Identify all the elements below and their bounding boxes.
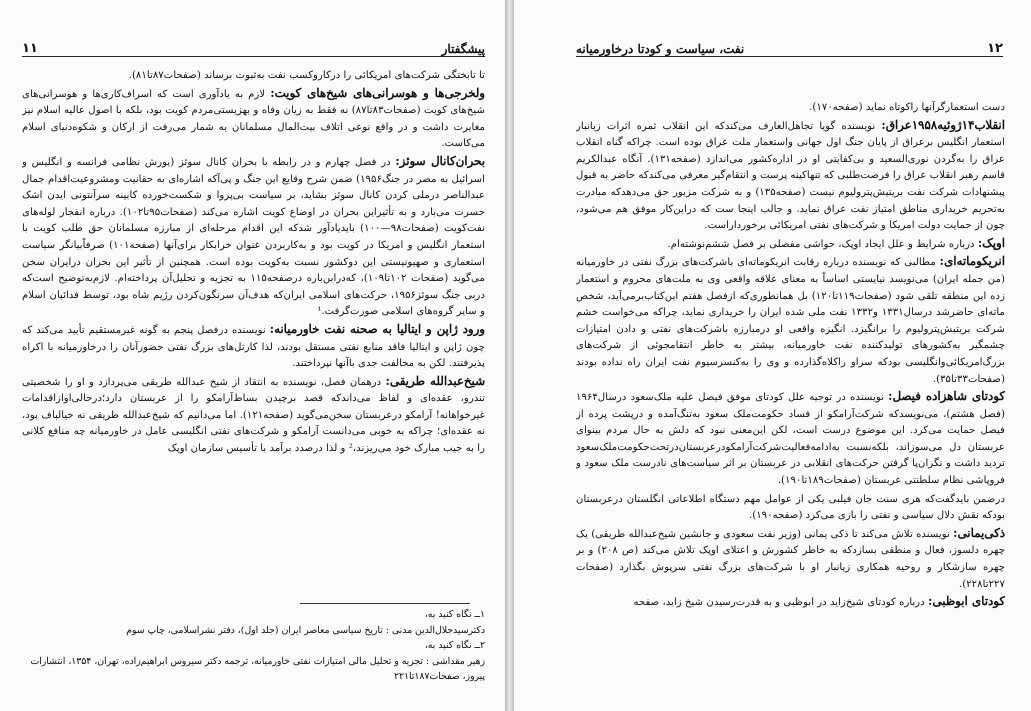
left-paragraph-4-text: نویسنده درفصل پنجم به گونه غیرمستقیم تأیید می‌کند که چون ژاپن و ایتالیا فاقد منابع نفتی مستقل بودند، لذا کارتل‌های بزرگ نفتی حضورآنان را درخاورمیانه با اکراه پذیرفتند. لکن به مخالفت جدی باآنها نپرداختند. xyxy=(22,324,485,370)
right-paragraph-3-text: درباره شرایط و علل ایجاد اوپک، حواشی مفصلی بر فصل ششم‌نوشته‌ام. xyxy=(667,238,978,250)
left-page xyxy=(0,0,505,711)
right-page-body xyxy=(576,98,1005,710)
left-paragraph-3 xyxy=(22,153,485,321)
right-paragraph-3 xyxy=(576,235,1005,254)
right-paragraph-2-heading: انقلاب۱۴ژوئیه۱۹۵۸عراق: xyxy=(881,117,1005,132)
right-page xyxy=(514,0,1031,711)
left-paragraph-5 xyxy=(22,373,485,458)
right-paragraph-1-text: دست استعمارگرآنها راکوتاه نماید (صفحه۱۷۰). xyxy=(809,102,1005,113)
right-paragraph-6-text: درضمن بایدگفت‌که هری سنت جان فیلبی یکی از عوامل مهم دستگاه اطلاعاتی انگلستان درعربستان بودکه نقش دلال سیاسی و نفتی را بازی می‌کرد (صفحه۱۹۰). xyxy=(576,493,1005,522)
right-paragraph-8-heading: کودتای ابوظبی: xyxy=(928,594,1005,609)
right-page-header-title: نفت، سیاست و کودتا درخاورمیانه xyxy=(576,42,745,56)
left-paragraph-5-text: درهمان فصل، نویسنده به انتقاد از شیخ عبدالله طریقی می‌پردازد و او را شخصیتی تندرو، عقده‌ای و لفاظ می‌داندکه قصد برچیدن بساط‌آرامکو را از عربستان دارد؛درحالی‌اوازاقدامات غیرخواهانه! آرامکو درعربستان سخن‌می‌گوید (صفحه۱۲۱). اما می‌دانیم که شیخ‌عبدالله طریقی نه خیالباف بود، نه عقده‌ای؛ چراکه به خوبی می‌دانست آرامکو و شرکت‌های نفتی انگلیسی عامل در خاورمیانه چه منافع کلانی را به جیب مبارک خود می‌ریزند،² و لذا درصدد برآمد با تأسیس سازمان اوپک xyxy=(22,376,485,455)
left-paragraph-2 xyxy=(22,85,485,153)
right-paragraph-1 xyxy=(576,98,1005,117)
right-paragraph-5-text: نویسنده در توجیه علل کودتای موفق فیصل علیه ملک‌سعود درسال۱۹۶۴ (فصل هشتم)، می‌نویسدکه شرکت‌آرامکو از فساد حکومت‌ملک سعود به‌تنگ‌آمده و درپشت پرده از فیصل حمایت می‌کرد. این موضوع درست است، لکن این‌معنی نبود که دلش به حال مردم بینوای عربستان دل می‌سوزاند، بلکه‌نسبت به‌ادامه‌فعالیت‌شرکت‌آرامکودرعربستان‌درتحت‌حکومت‌ملک‌سعود تردید داشت و نگران‌پا گرفتن حرکت‌های انقلابی در عربستان بر اثر سیاست‌های نادرست ملک سعود و فروپاشی نظام سلطنتی عربستان (صفحات۱۸۹تا۱۹۰). xyxy=(576,392,1005,487)
right-paragraph-6 xyxy=(576,490,1005,525)
left-paragraph-2-heading: ولخرجی‌ها و هوسرانی‌های شیخ‌های کویت: xyxy=(270,85,485,100)
left-paragraph-4 xyxy=(22,321,485,373)
left-paragraph-1-text: تا تابختگی شرکت‌های امریکائی را درکاروکسب نفت به‌ثبوت برساند (صفحات۸۷تا۸۱). xyxy=(128,70,485,81)
left-paragraph-3-heading: بحران‌کانال سوئز: xyxy=(395,153,485,168)
left-page-body xyxy=(22,66,485,602)
right-paragraph-7-heading: ذکی‌یمانی: xyxy=(953,525,1005,540)
left-paragraph-5-heading: شیخ‌عبدالله طریقی: xyxy=(385,373,485,388)
right-paragraph-7 xyxy=(576,525,1005,593)
footnote-1-ref: ۱ــ نگاه کنید به، xyxy=(424,609,485,620)
left-paragraph-1 xyxy=(22,66,485,85)
left-page-number: ۱۱ xyxy=(22,41,38,56)
right-paragraph-8-text: درباره کودتای شیخ‌زاید در ابوظبی و به قدرت‌رسیدن شیخ زاید، صفحه xyxy=(633,597,929,609)
footnote-2-text: زهیر مقداشی : تجزیه و تحلیل مالی امتیازات نفتی خاورمیانه، ترجمه دکتر سیروس ابراهیم‌زاده، تهران، ۱۳۵۴، انتشارات پیروز، صفحات۱۸۷تا۲۲۱ xyxy=(30,655,485,682)
left-page-header xyxy=(22,34,485,57)
left-page-header-title: پیشگفتار xyxy=(441,42,485,56)
footnote-2-ref: ۲ــ نگاه کنید به، xyxy=(424,640,485,651)
right-paragraph-8 xyxy=(576,593,1005,612)
right-page-header xyxy=(576,34,1003,57)
left-paragraph-4-heading: ورود ژاپن و ایتالیا به صحنه نفت خاورمیانه: xyxy=(269,321,485,336)
footnote-divider xyxy=(300,603,470,604)
left-paragraph-2-text: لازم به یادآوری است که اسراف‌کاری‌ها و هوسرانی‌های شیخ‌های کویت (صفحات۸۳تا۸۷) نه فقط به زیان وفاه و بهزیستی‌مردم کویت بود، بلکه با اصول عالیه اسلام نیز مغایرت داشت و در واقع نوعی اتلاف بیت‌المال مسلمانان به شمار می‌رفت از ارکان و شکوه‌دنیای اسلام می‌کاست. xyxy=(22,88,485,150)
footnote-1-text: دکترسیدجلال‌الدین مدنی : تاریخ سیاسی معاصر ایران (جلد اول)، دفتر نشراسلامی، چاپ سوم xyxy=(126,624,485,636)
right-paragraph-3-heading: اوپک: xyxy=(977,235,1005,250)
right-paragraph-7-text: نویسنده تلاش می‌کند تا ذکی یمانی (وزیر نفت سعودی و جانشین شیخ‌عبدالله طریقی) یک چهره دلسوز، فعال و منطقی بسازدکه به خاطر کشورش و اعتلای اوپک تلاش می‌کند (ص ۲۰۸) و بر چهره سازشکار و روحیه همکاری زیانبار او با شرکت‌های بزرگ نفتی سرپوش بگذارد (صفحات ۲۲۷تا۲۲۸). xyxy=(576,528,1005,590)
right-page-number: ۱۲ xyxy=(987,41,1003,56)
footnotes xyxy=(22,607,485,685)
left-paragraph-3-text: در فصل چهارم و در رابطه با بحران کانال سوئز (یورش نظامی فرانسه و انگلیس و اسرائیل به مصر در جنگ۱۹۵۶) ضمن شرح وقایع این جنگ و پی‌آ‌که اشاره‌ای به حقانیت ومشروعیت‌اقدام جمال عبدالناصر درملی کردن کانال سوئز بشاید، بر سیاست بی‌پروا و شکست‌خورده کابینه سرآنتونی ایدن اشک حسرت می‌بارد و به تأثیراین بحران در اوضاع کویت اشاره می‌کند (صفحات۹۵تا۱۰۲). درباره انفجار لوله‌های نفت‌کویت (صفحات۹۸—۱۰۰) بایدیادآور شدکه این اقدام مرحله‌ای از مبارزه مسلمانان حق طلب کویت با استعمار انگلیس و امریکا در کویت بود و به‌کاربردن عنوان خرابکار برای‌آنها (صفحه۱۰۱) صرفاًبیانگر سیاست استعماری و صهیونیستی این دوکشور نسبت به‌کویت بوده است. همچنین از تأثیر این بحران درایران سخن می‌گوید (صفحات ۱۰۲تا۱۰۹)، که‌درابن‌باره درصفحه۱۱۵ به تجزیه و تحلیل‌آن پرداخته‌ام. لازم‌به‌توضیح است‌که دربی جنگ سوئز۱۹۵۶، حرکت‌های اسلامی ایران‌که هدف‌آن سرنگون‌کردن رژیم شاه بود، توسط فدائیان اسلام و سایر گروه‌های اسلامی صورت‌گرفت.¹ xyxy=(22,156,485,318)
book-gutter xyxy=(505,0,514,711)
right-paragraph-2-text: نویسنده گویا تجاهل‌العارف می‌کندکه این انقلاب ثمره اثرات زیانبار استعمار انگلیس برعراق از پایان جنگ اول جهانی واستعمار ملت عراق بوده است. چراکه گناه انقلاب عراق را به‌گردن نوری‌السعید و بی‌کفایتی او در اداره‌کشور می‌اندازد (صفحه۱۳۱). آنگاه عبدالکریم قاسم رهبر انقلاب عراق را فرصت‌طلبی که تنهاکینه پرست و انتقام‌گیر معرفی می‌کندکه حاضر به قبول پیشنهادات شرکت نفت بریتیش‌پترولیوم نیست (صفحه۱۳۵) و به شرکت مزبور حق می‌دهدکه مبادرت به‌تحریم خریداری مناطق امتیاز نفت عراق نماید. و جالب اینجا ست که دراین‌کار موفق هم می‌شود، چون از حمایت دولت امریکا و شرکت‌های نفتی امریکائی برخورداراست. xyxy=(576,120,1005,232)
right-paragraph-5 xyxy=(576,388,1005,490)
right-paragraph-2 xyxy=(576,117,1005,235)
right-paragraph-5-heading: کودتای شاهزاده فیصل: xyxy=(888,389,1005,404)
right-paragraph-4 xyxy=(576,253,1005,388)
right-paragraph-4-heading: انریکوماته‌ای: xyxy=(939,254,1005,269)
right-paragraph-4-text: مطالبی که نویسنده درباره رقابت انریکوماته‌ای باشرکت‌های بزرگ نفتی در خاورمیانه (من جمله ایران) می‌نویسد نیایستی اساساً به معنای علاقه واقعی وی به ملت‌های محروم و استعمار زده این منطقه تلقی شود (صفحات۱۱۹تا۱۲۰) بل همانطوری‌که ازفصل هفتم این‌کتاب‌برمی‌آید، شخص ماته‌ای حاضرشد درسال۱۳۳۱ و۱۳۳۲ نفت ملی شده ایران را خریداری نماید، چراکه می‌خواست خشم شرکت بریتیش‌پترولیوم را برانگیزد. انگیزه واقعی او درمبارزه باشرکت‌های نفتی و دادن امتیازات چشمگیر به‌کشورهای تولیدکننده نفت خاورمیانه، بیشتر به خاطر انتقامجوئی از شرکت‌های بزرگ‌امریکائی‌وانگلیسی بودکه سراو راکلاه‌گذارده و وی را به‌کنسرسیوم نفت ایران راه نداده بودند (صفحات۳۳تا۳۵). xyxy=(576,257,1005,385)
